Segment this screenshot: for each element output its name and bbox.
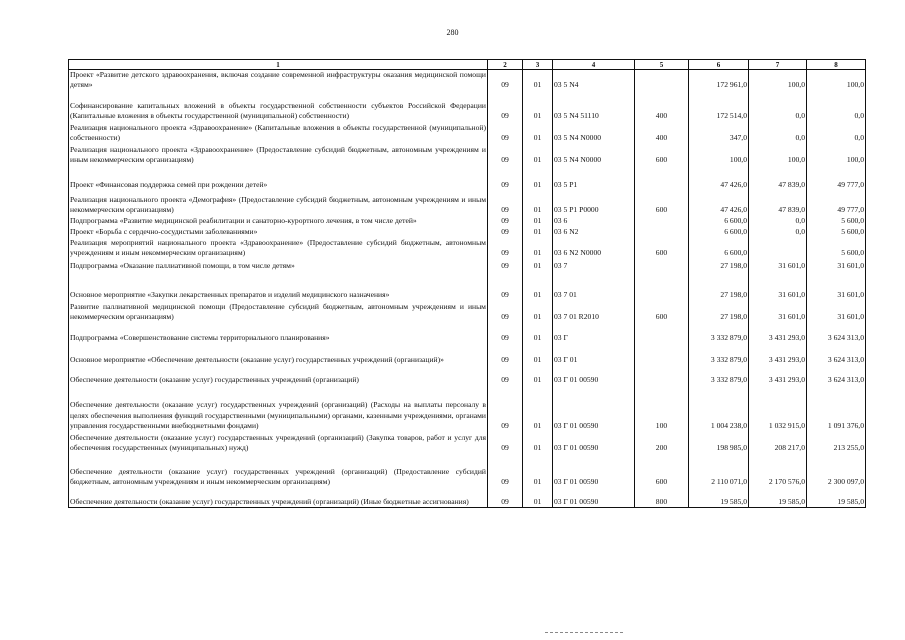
section-code: 09	[488, 366, 523, 386]
row-name: Развитие паллиативной медицинской помощи (Предоставление субсидий бюджетным, автономным учреждениям и иным некоммерческим организациям)	[70, 301, 486, 322]
section-code: 09	[488, 454, 523, 488]
expense-type-code	[635, 166, 689, 191]
expense-type-code: 400	[635, 122, 689, 144]
amount-year-1: 100,0	[689, 144, 749, 166]
expense-type-code	[635, 366, 689, 386]
subsection-code: 01	[523, 216, 553, 227]
expense-type-code: 200	[635, 432, 689, 454]
section-code: 09	[488, 259, 523, 272]
target-item-code: 03 Г 01 00590	[553, 454, 635, 488]
row-name: Основное мероприятие «Обеспечение деятельности (оказание услуг) государственных учреждений (организаций)»	[69, 344, 488, 366]
table-row	[69, 366, 866, 386]
row-name: Проект «Развитие детского здравоохранения, включая создание современной инфраструктуры оказания медицинской помощи детям»	[70, 70, 486, 90]
subsection-code: 01	[523, 344, 553, 366]
amount-year-1: 1 004 238,0	[689, 386, 749, 432]
table-row	[69, 216, 866, 227]
subsection-code: 01	[523, 238, 553, 259]
subsection-code: 01	[523, 91, 553, 122]
subsection-code: 01	[523, 366, 553, 386]
table-row	[69, 259, 866, 272]
row-name: Подпрограмма «Оказание паллиативной помощи, в том числе детям»	[69, 259, 488, 272]
table-row	[69, 144, 866, 166]
amount-year-2: 19 585,0	[749, 488, 807, 508]
target-item-code: 03 Г 01 00590	[553, 432, 635, 454]
amount-year-3: 3 624 313,0	[807, 366, 866, 386]
subsection-code: 01	[523, 323, 553, 344]
target-item-code: 03 6	[553, 216, 635, 227]
subsection-code: 01	[523, 432, 553, 454]
amount-year-1: 347,0	[689, 122, 749, 144]
amount-year-1: 172 961,0	[689, 70, 749, 91]
amount-year-3: 5 600,0	[807, 216, 866, 227]
amount-year-1: 47 426,0	[689, 191, 749, 216]
column-header: 5	[635, 60, 689, 70]
table-row	[69, 238, 866, 259]
amount-year-2: 31 601,0	[749, 272, 807, 301]
subsection-code: 01	[523, 122, 553, 144]
row-name: Обеспечение деятельности (оказание услуг) государственных учреждений (организаций) (Предоставление субсидий бюджетным, автономным учреждениям и иным некоммерческим организациям)	[69, 454, 488, 488]
row-name: Обеспечение деятельности (оказание услуг) государственных учреждений (организаций) (Закупка товаров, работ и услуг для обеспечения государственных (муниципальных) нужд)	[70, 432, 486, 453]
row-name: Реализация национального проекта «Демография» (Предоставление субсидий бюджетным, автономным учреждениям и иным некоммерческим организациям)	[69, 191, 488, 216]
table-row	[69, 488, 866, 508]
amount-year-2: 3 431 293,0	[749, 366, 807, 386]
subsection-code: 01	[523, 144, 553, 166]
subsection-code: 01	[523, 191, 553, 216]
amount-year-1: 27 198,0	[689, 272, 749, 301]
amount-year-2: 47 839,0	[749, 191, 807, 216]
row-name: Реализация национального проекта «Здравоохранение» (Капитальные вложения в объекты государственной (муниципальной) собственности)	[70, 123, 486, 143]
section-code: 09	[488, 122, 523, 144]
amount-year-1: 6 600,0	[689, 227, 749, 238]
column-header: 7	[749, 60, 807, 70]
target-item-code: 03 6 N2 N0000	[553, 238, 635, 259]
row-name: Подпрограмма «Развитие медицинской реабилитации и санаторно-курортного лечения, в том числе детей»	[69, 216, 488, 227]
amount-year-3: 31 601,0	[807, 272, 866, 301]
table-row	[69, 272, 866, 301]
amount-year-1: 3 332 879,0	[689, 344, 749, 366]
table-row	[69, 454, 866, 488]
amount-year-3: 100,0	[807, 144, 866, 166]
amount-year-2: 3 431 293,0	[749, 323, 807, 344]
section-code: 09	[488, 70, 523, 91]
amount-year-2: 0,0	[749, 227, 807, 238]
expense-type-code	[635, 216, 689, 227]
amount-year-2: 100,0	[749, 70, 807, 91]
expense-type-code	[635, 323, 689, 344]
section-code: 09	[488, 272, 523, 301]
amount-year-3: 19 585,0	[807, 488, 866, 508]
target-item-code: 03 5 P1 P0000	[553, 191, 635, 216]
table-row	[69, 344, 866, 366]
section-code: 09	[488, 432, 523, 454]
amount-year-3: 3 624 313,0	[807, 344, 866, 366]
target-item-code: 03 Г 01 00590	[553, 488, 635, 508]
expense-type-code: 800	[635, 488, 689, 508]
section-code: 09	[488, 191, 523, 216]
column-header: 1	[69, 60, 488, 70]
amount-year-2: 0,0	[749, 216, 807, 227]
target-item-code: 03 Г	[553, 323, 635, 344]
row-name: Обеспечение деятельности (оказание услуг) государственных учреждений (организаций) (Расходы на выплаты персоналу в целях обеспечения выполнения функций государственными (муниципальными) органами, казенными учреждениями, органами управления государственными внебюджетными фондами)	[69, 386, 488, 432]
amount-year-1: 27 198,0	[689, 259, 749, 272]
subsection-code: 01	[523, 227, 553, 238]
table-row	[69, 70, 866, 91]
target-item-code: 03 7 01	[553, 272, 635, 301]
target-item-code: 03 5 N4 N0000	[553, 144, 635, 166]
page-number: 280	[446, 28, 459, 37]
amount-year-1: 6 600,0	[689, 216, 749, 227]
row-name: Реализация мероприятий национального проекта «Здравоохранение» (Предоставление субсидий бюджетным, автономным учреждениям и иным некоммерческим организациям)	[70, 237, 486, 258]
section-code: 09	[488, 323, 523, 344]
amount-year-1: 2 110 071,0	[689, 454, 749, 488]
section-code: 09	[488, 216, 523, 227]
subsection-code: 01	[523, 301, 553, 323]
amount-year-3: 5 600,0	[807, 238, 866, 259]
target-item-code: 03 5 N4 N0000	[553, 122, 635, 144]
column-header: 4	[553, 60, 635, 70]
subsection-code: 01	[523, 488, 553, 508]
table-row	[69, 432, 866, 454]
expense-type-code	[635, 259, 689, 272]
amount-year-2: 3 431 293,0	[749, 344, 807, 366]
section-code: 09	[488, 227, 523, 238]
table-header-row	[69, 60, 866, 70]
expense-type-code	[635, 344, 689, 366]
amount-year-2: 100,0	[749, 144, 807, 166]
amount-year-3: 5 600,0	[807, 227, 866, 238]
amount-year-3: 49 777,0	[807, 166, 866, 191]
section-code: 09	[488, 344, 523, 366]
expense-type-code: 600	[635, 144, 689, 166]
table-row	[69, 122, 866, 144]
row-name: Реализация национального проекта «Здравоохранение» (Предоставление субсидий бюджетным, автономным учреждениям и иным некоммерческим организациям)	[70, 145, 486, 165]
amount-year-3: 100,0	[807, 70, 866, 91]
section-code: 09	[488, 301, 523, 323]
amount-year-1: 6 600,0	[689, 238, 749, 259]
amount-year-3: 31 601,0	[807, 259, 866, 272]
row-name: Обеспечение деятельности (оказание услуг) государственных учреждений (организаций) (Иные бюджетные ассигнования)	[69, 488, 488, 508]
amount-year-3: 49 777,0	[807, 191, 866, 216]
amount-year-1: 172 514,0	[689, 91, 749, 122]
table-row	[69, 227, 866, 238]
expense-type-code: 600	[635, 454, 689, 488]
amount-year-1: 3 332 879,0	[689, 323, 749, 344]
expense-type-code: 100	[635, 386, 689, 432]
section-code: 09	[488, 166, 523, 191]
expense-type-code: 600	[635, 191, 689, 216]
amount-year-2: 0,0	[749, 91, 807, 122]
amount-year-2: 1 032 915,0	[749, 386, 807, 432]
target-item-code: 03 5 N4 51110	[553, 91, 635, 122]
table-row	[69, 91, 866, 122]
amount-year-2: 208 217,0	[749, 432, 807, 454]
expense-type-code	[635, 70, 689, 91]
amount-year-3: 31 601,0	[807, 301, 866, 323]
subsection-code: 01	[523, 70, 553, 91]
row-name: Обеспечение деятельности (оказание услуг) государственных учреждений (организаций)	[69, 366, 488, 386]
amount-year-3: 2 300 097,0	[807, 454, 866, 488]
subsection-code: 01	[523, 259, 553, 272]
section-code: 09	[488, 91, 523, 122]
row-name: Софинансирование капитальных вложений в объекты государственной собственности субъектов Российской Федерации (Капитальные вложения в объекты государственной (муниципальной) собственности)	[69, 91, 488, 122]
expense-type-code: 600	[635, 301, 689, 323]
section-code: 09	[488, 144, 523, 166]
target-item-code: 03 Г 01 00590	[553, 386, 635, 432]
subsection-code: 01	[523, 272, 553, 301]
section-code: 09	[488, 488, 523, 508]
row-name: Проект «Борьба с сердечно-сосудистыми заболеваниями»	[69, 227, 488, 238]
target-item-code: 03 Г 01	[553, 344, 635, 366]
amount-year-1: 19 585,0	[689, 488, 749, 508]
expense-type-code	[635, 272, 689, 301]
target-item-code: 03 7	[553, 259, 635, 272]
budget-table	[68, 59, 866, 508]
table-row	[69, 166, 866, 191]
table-row	[69, 191, 866, 216]
amount-year-3: 213 255,0	[807, 432, 866, 454]
amount-year-2	[749, 238, 807, 259]
expense-type-code: 600	[635, 238, 689, 259]
amount-year-2: 31 601,0	[749, 301, 807, 323]
table-row	[69, 323, 866, 344]
subsection-code: 01	[523, 386, 553, 432]
amount-year-3: 0,0	[807, 122, 866, 144]
footer-divider	[545, 632, 623, 633]
target-item-code: 03 5 P1	[553, 166, 635, 191]
column-header: 8	[807, 60, 866, 70]
row-name: Подпрограмма «Совершенствование системы территориального планирования»	[69, 323, 488, 344]
column-header: 6	[689, 60, 749, 70]
subsection-code: 01	[523, 454, 553, 488]
amount-year-3: 1 091 376,0	[807, 386, 866, 432]
row-name: Проект «Финансовая поддержка семей при рождении детей»	[69, 166, 488, 191]
amount-year-2: 47 839,0	[749, 166, 807, 191]
target-item-code: 03 Г 01 00590	[553, 366, 635, 386]
section-code: 09	[488, 386, 523, 432]
amount-year-2: 0,0	[749, 122, 807, 144]
amount-year-3: 0,0	[807, 91, 866, 122]
table-row	[69, 386, 866, 432]
section-code: 09	[488, 238, 523, 259]
amount-year-1: 3 332 879,0	[689, 366, 749, 386]
amount-year-1: 47 426,0	[689, 166, 749, 191]
column-header: 2	[488, 60, 523, 70]
subsection-code: 01	[523, 166, 553, 191]
target-item-code: 03 7 01 R2010	[553, 301, 635, 323]
target-item-code: 03 6 N2	[553, 227, 635, 238]
amount-year-1: 27 198,0	[689, 301, 749, 323]
table-row	[69, 301, 866, 323]
row-name: Основное мероприятие «Закупки лекарственных препаратов и изделий медицинского назначения»	[69, 272, 488, 301]
expense-type-code	[635, 227, 689, 238]
amount-year-3: 3 624 313,0	[807, 323, 866, 344]
target-item-code: 03 5 N4	[553, 70, 635, 91]
column-header: 3	[523, 60, 553, 70]
amount-year-1: 198 985,0	[689, 432, 749, 454]
expense-type-code: 400	[635, 91, 689, 122]
amount-year-2: 31 601,0	[749, 259, 807, 272]
amount-year-2: 2 170 576,0	[749, 454, 807, 488]
